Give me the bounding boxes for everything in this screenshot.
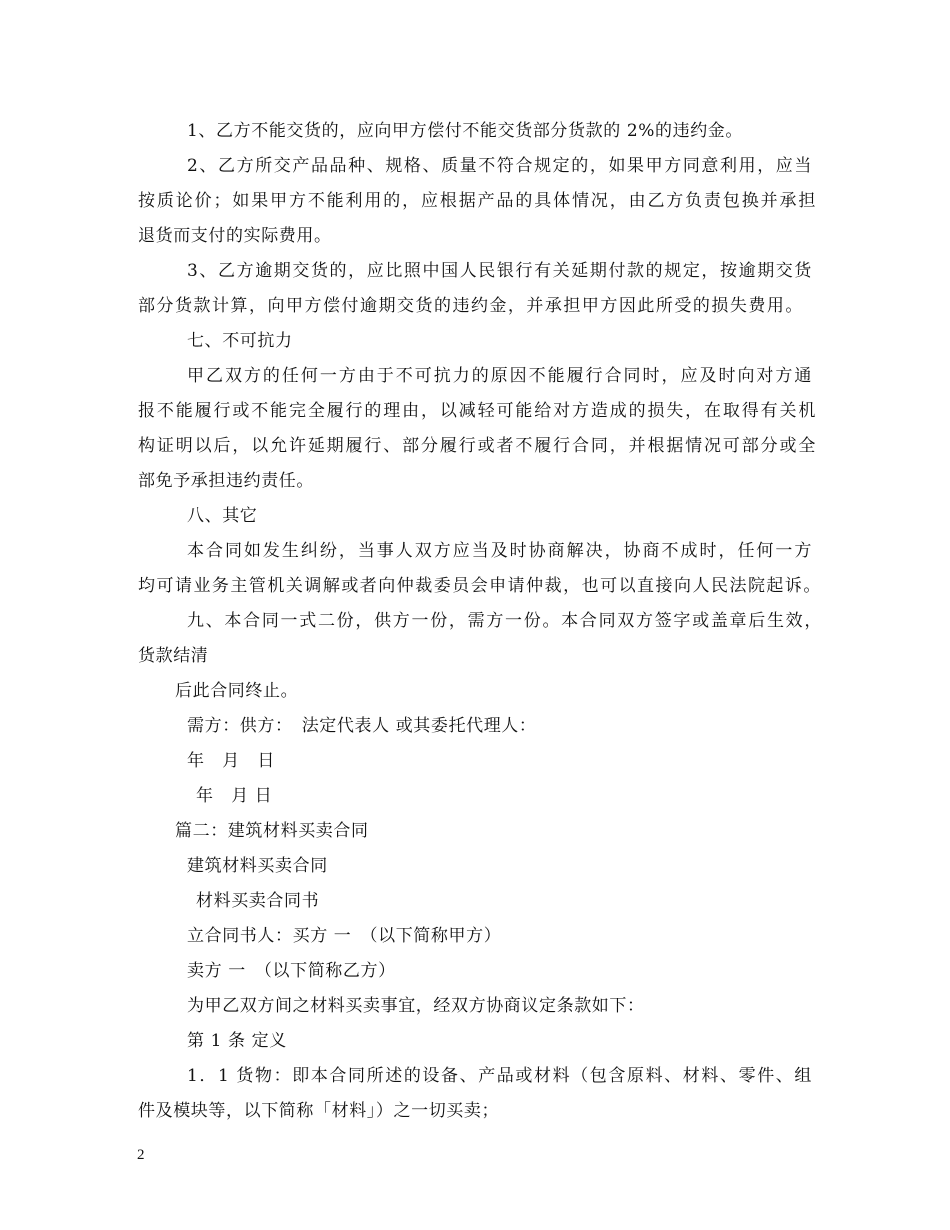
text-line: 1、乙方不能交货的，应向甲方偿付不能交货部分货款的 2%的违约金。 <box>187 121 743 141</box>
text-line: 本合同如发生纠纷，当事人双方应当及时协商解决，协商不成时，任何一方 <box>187 541 812 561</box>
text-line: 为甲乙双方间之材料买卖事宜，经双方协商议定条款如下： <box>187 996 645 1016</box>
text-line: 件及模块等，以下简称「材料」）之一切买卖； <box>138 1101 500 1121</box>
text-line: 报不能履行或不能完全履行的理由，以减轻可能给对方造成的损失，在取得有关机 <box>138 401 816 421</box>
text-line: 构证明以后，以允许延期履行、部分履行或者不履行合同，并根据情况可部分或全 <box>138 436 816 456</box>
document-subtitle: 材料买卖合同书 <box>196 891 320 911</box>
section-heading: 七、不可抗力 <box>187 331 293 351</box>
section-heading: 第 1 条 定义 <box>187 1031 287 1051</box>
date-line: 年 月 日 <box>196 786 273 806</box>
text-line: 货款结清 <box>138 646 209 666</box>
text-line: 1．1 货物：即本合同所述的设备、产品或材料（包含原料、材料、零件、组 <box>187 1066 812 1086</box>
text-line: 按质论价；如果甲方不能利用的，应根据产品的具体情况，由乙方负责包换并承担 <box>138 191 816 211</box>
text-line: 甲乙双方的任何一方由于不可抗力的原因不能履行合同时，应及时向对方通 <box>187 366 812 386</box>
text-line: 立合同书人：买方 一 （以下简称甲方） <box>187 926 502 946</box>
section-heading: 八、其它 <box>187 506 258 526</box>
text-line: 部分货款计算，向甲方偿付逾期交货的违约金，并承担甲方因此所受的损失费用。 <box>138 296 803 316</box>
document-title: 建筑材料买卖合同 <box>187 856 328 876</box>
text-line: 均可请业务主管机关调解或者向仲裁委员会申请仲裁，也可以直接向人民法院起诉。 <box>138 576 821 596</box>
page-number: 2 <box>137 1147 145 1163</box>
date-line: 年 月 日 <box>187 751 275 771</box>
signature-line: 需方：供方： 法定代表人 或其委托代理人： <box>187 716 537 736</box>
chapter-title: 篇二：建筑材料买卖合同 <box>175 821 369 841</box>
text-line: 后此合同终止。 <box>175 681 299 701</box>
text-line: 2、乙方所交产品品种、规格、质量不符合规定的，如果甲方同意利用，应当 <box>187 156 812 176</box>
text-line: 部免予承担违约责任。 <box>138 471 314 491</box>
text-line: 九、本合同一式二份，供方一份，需方一份。本合同双方签字或盖章后生效， <box>187 611 822 631</box>
text-line: 3、乙方逾期交货的，应比照中国人民银行有关延期付款的规定，按逾期交货 <box>187 261 812 281</box>
text-line: 退货而支付的实际费用。 <box>138 226 332 246</box>
text-line: 卖方 一 （以下简称乙方） <box>187 961 396 981</box>
